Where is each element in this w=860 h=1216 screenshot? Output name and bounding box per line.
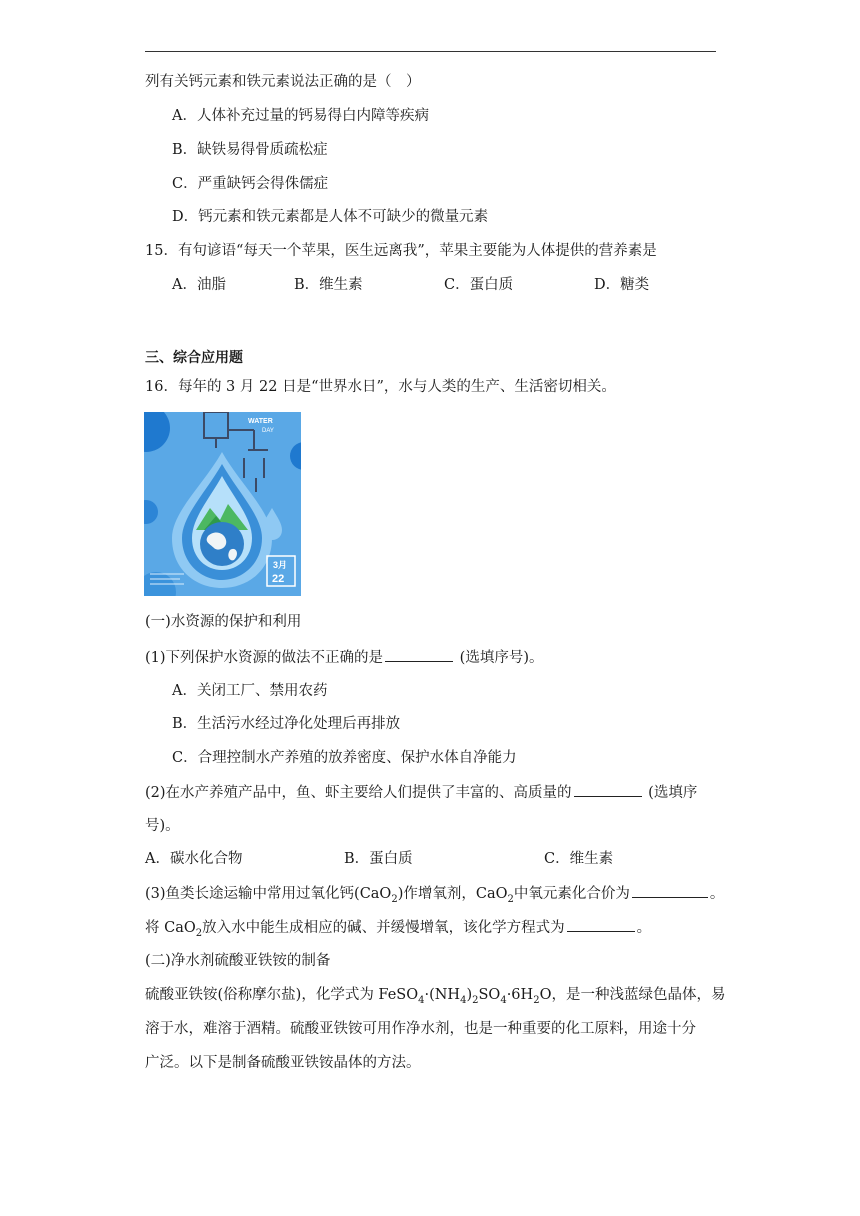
q16-sub2-option-a: A．碳水化合物 [145,851,243,867]
q16-sub3-text-e: 将 CaO [145,920,196,936]
q16-sub2-stem [145,782,697,803]
answer-blank-3[interactable] [632,883,708,898]
part2-title: (二)净水剂硫酸亚铁铵的制备 [145,953,331,969]
poster-date-day: 22 [272,573,285,585]
q16-sub2-option-b: B．蛋白质 [344,851,413,867]
paragraph-line-3: 广泛。以下是制备硫酸亚铁铵晶体的方法。 [145,1055,421,1071]
q16-sub3-text-d: 。 [709,886,725,902]
paragraph-line-2: 溶于水，难溶于酒精。硫酸亚铁铵可用作净水剂，也是一种重要的化工原料，用途十分 [145,1021,696,1037]
q14-stem: 列有关钙元素和铁元素说法正确的是（ ） [145,74,421,90]
q16-sub3-text-f: 放入水中能生成相应的碱、并缓慢增氧，该化学方程式为 [202,920,565,936]
poster-text-day: DAY [262,428,274,434]
q16-sub1-text: (1)下列保护水资源的做法不正确的是 [145,650,384,666]
para-text-d: SO [478,987,501,1003]
answer-blank-1[interactable] [385,647,453,662]
q15-option-c: C．蛋白质 [444,277,514,293]
q16-sub3-text-b: )作增氧剂，CaO [397,886,508,902]
para-text-b: ·(NH [424,987,461,1003]
q16-sub1-option-a: A．关闭工厂、禁用农药 [172,683,328,699]
para-text-a: 硫酸亚铁铵(俗称摩尔盐)，化学式为 FeSO [145,987,419,1003]
answer-blank-2[interactable] [574,782,642,797]
paragraph-line-1 [145,985,725,1011]
q14-option-c: C．严重缺钙会得侏儒症 [172,176,329,192]
q14-option-b: B．缺铁易得骨质疏松症 [172,142,328,158]
q15-option-a: A．油脂 [172,277,226,293]
subscript: 4 [418,994,425,1006]
subscript: 4 [460,994,467,1006]
q16-sub3-text-c: 中氧元素化合价为 [513,886,630,902]
q15-option-d: D．糖类 [594,277,650,293]
para-text-e: ·6H [506,987,534,1003]
q16-sub1-option-b: B．生活污水经过净化处理后再排放 [172,716,401,732]
part1-title: (一)水资源的保护和利用 [145,614,302,630]
q16-stem: 16．每年的 3 月 22 日是“世界水日”，水与人类的生产、生活密切相关。 [145,379,616,395]
q14-option-a: A．人体补充过量的钙易得白内障等疾病 [172,108,429,124]
q15-stem: 15．有句谚语“每天一个苹果，医生远离我”，苹果主要能为人体提供的营养素是 [145,243,657,259]
q16-sub2-text: (2)在水产养殖产品中，鱼、虾主要给人们提供了丰富的、高质量的 [145,785,572,801]
para-text-f: O，是一种浅蓝绿色晶体，易 [539,987,726,1003]
q16-sub2-options [145,849,613,869]
subscript: 2 [391,893,398,905]
q16-sub3-line2 [145,917,651,944]
q15-options [172,275,649,295]
para-text-c: ) [466,987,473,1003]
answer-blank-4[interactable] [567,917,635,932]
q16-sub1-option-c: C．合理控制水产养殖的放养密度、保护水体自净能力 [172,750,517,766]
q16-sub2-stem-cont: 号)。 [145,818,180,834]
header-rule [145,51,716,52]
section-heading: 三、综合应用题 [145,350,243,366]
poster-date-month: 3月 [273,560,288,570]
q16-sub3-line1 [145,883,724,910]
q16-sub1-stem [145,647,543,668]
q14-option-d: D．钙元素和铁元素都是人体不可缺少的微量元素 [172,209,489,225]
subscript: 4 [500,994,507,1006]
poster-text-water: WATER [248,418,273,425]
world-water-day-poster [144,412,301,596]
q16-sub3-text-g: 。 [636,920,652,936]
q16-sub3-text-a: (3)鱼类长途运输中常用过氧化钙(CaO [145,886,392,902]
subscript: 2 [195,927,203,939]
q16-sub2-option-c: C．维生素 [544,851,614,867]
q16-sub1-hint: (选填序号)。 [455,650,544,666]
subscript: 2 [472,994,479,1006]
q15-option-b: B．维生素 [294,277,363,293]
subscript: 2 [533,994,540,1006]
q16-sub2-hint: (选填序 [643,785,698,801]
subscript: 2 [507,893,514,905]
